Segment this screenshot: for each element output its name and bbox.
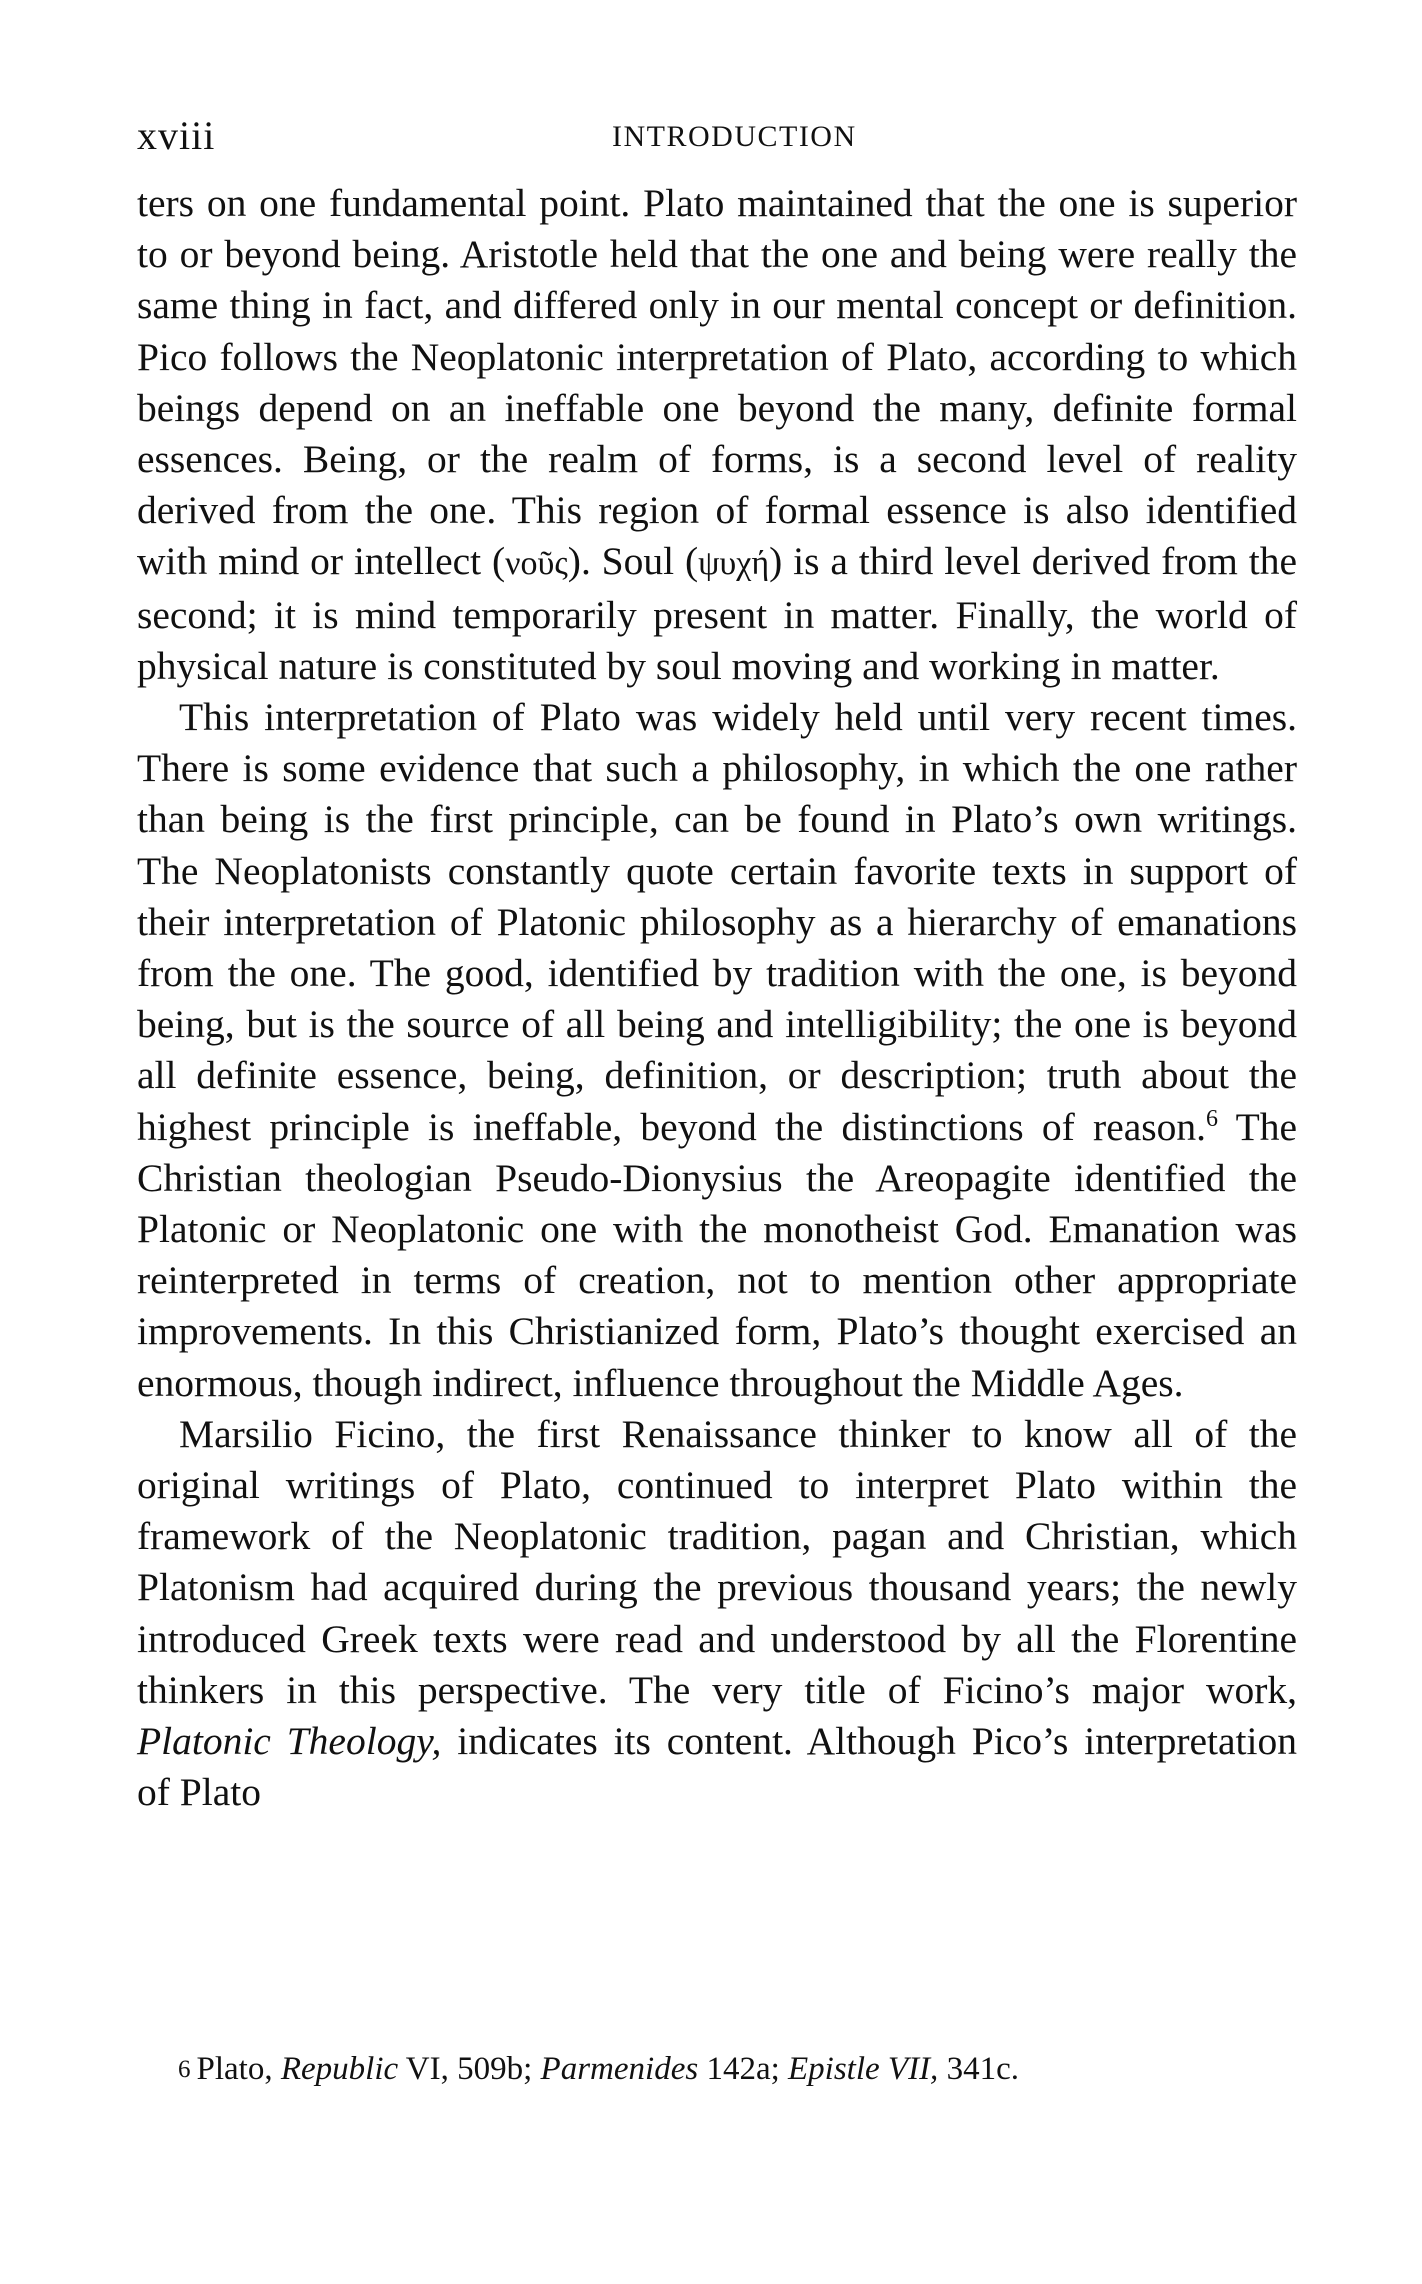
paragraph-3-text: indicates its content. Although Pico’s interpretation of Plato xyxy=(137,1719,1297,1815)
footnote-text: Plato, xyxy=(196,2051,281,2087)
paragraph-1-text: ) is a third level derived from the second; it is mind temporarily present in matter. Finally, the world of physical nature is constituted by soul moving and working in matter. xyxy=(137,539,1298,688)
footnote-italic: Epistle VII, xyxy=(788,2051,939,2087)
footnote-reference: 6 xyxy=(1206,1105,1219,1132)
footnote-text xyxy=(197,2051,1019,2087)
footnote xyxy=(178,2047,1278,2092)
paragraph-1-text: ters on one fundamental point. Plato maintained that the one is superior to or beyond being. Aristotle held that the one and being were really the same thing in fact, and differed only in our mental concept or definition. Pico follows the Neoplatonic interpretation of Plato, according to which beings depend on an ineffable one beyond the many, definite formal essences. Being, or the realm of forms, is a second level of reality derived from the one. This region of formal essence is also identified with mind or intellect ( xyxy=(137,181,1297,584)
footnote-text: 341c. xyxy=(938,2051,1019,2087)
footnote-text: VI, 509b; xyxy=(398,2051,541,2087)
paragraph-1-greek-term: νοῦς xyxy=(505,545,568,583)
paragraph-2 xyxy=(137,692,1297,1409)
footnote-italic: Republic xyxy=(280,2051,399,2087)
paragraph-3-text: Marsilio Ficino, the first Renaissance thinker to know all of the original writings of Plato, continued to interpret Plato within the framework of the Neoplatonic tradition, pagan and Christian, which Platonism had acquired during the previous thousand years; the newly introduced Greek texts were read and understood by all the Florentine thinkers in this perspective. The very title of Ficino’s major work, xyxy=(137,1411,1297,1712)
paragraph-3-italic: Platonic Theology, xyxy=(137,1719,442,1764)
footnote-text: 142a; xyxy=(698,2051,789,2087)
footnote-marker: 6 xyxy=(178,2056,191,2083)
page-number: xviii xyxy=(137,113,216,158)
footnote-italic: Parmenides xyxy=(540,2051,699,2087)
paragraph-1-text: ). Soul ( xyxy=(567,539,699,584)
body-text xyxy=(137,178,1297,1819)
paragraph-2-text: This interpretation of Plato was widely held until very recent times. There is some evidence that such a philosophy, in which the one rather than being is the first principle, can be found in Plato’s own writings. The Neoplatonists constantly quote certain favorite texts in support of their interpretation of Platonic philosophy as a hierarchy of emanations from the one. The good, identified by tradition with the one, is beyond being, but is the source of all being and intelligibility; the one is beyond all definite essence, being, definition, or description; truth about the highest principle is ineffable, beyond the distinctions of reason. xyxy=(137,695,1297,1149)
paragraph-1-greek-term: ψυχή xyxy=(698,545,770,583)
paragraph-1 xyxy=(137,178,1297,692)
paragraph-3 xyxy=(137,1409,1297,1819)
paragraph-2-text: The Christian theologian Pseudo-Dionysius the Areopagite identified the Platonic or Neoplatonic one with the monotheist God. Emanation was reinterpreted in terms of creation, not to mention other appropriate improvements. In this Christianized form, Plato’s thought exercised an enormous, though indirect, influence throughout the Middle Ages. xyxy=(137,1104,1297,1405)
running-head xyxy=(137,112,1297,172)
running-title: INTRODUCTION xyxy=(612,120,857,153)
